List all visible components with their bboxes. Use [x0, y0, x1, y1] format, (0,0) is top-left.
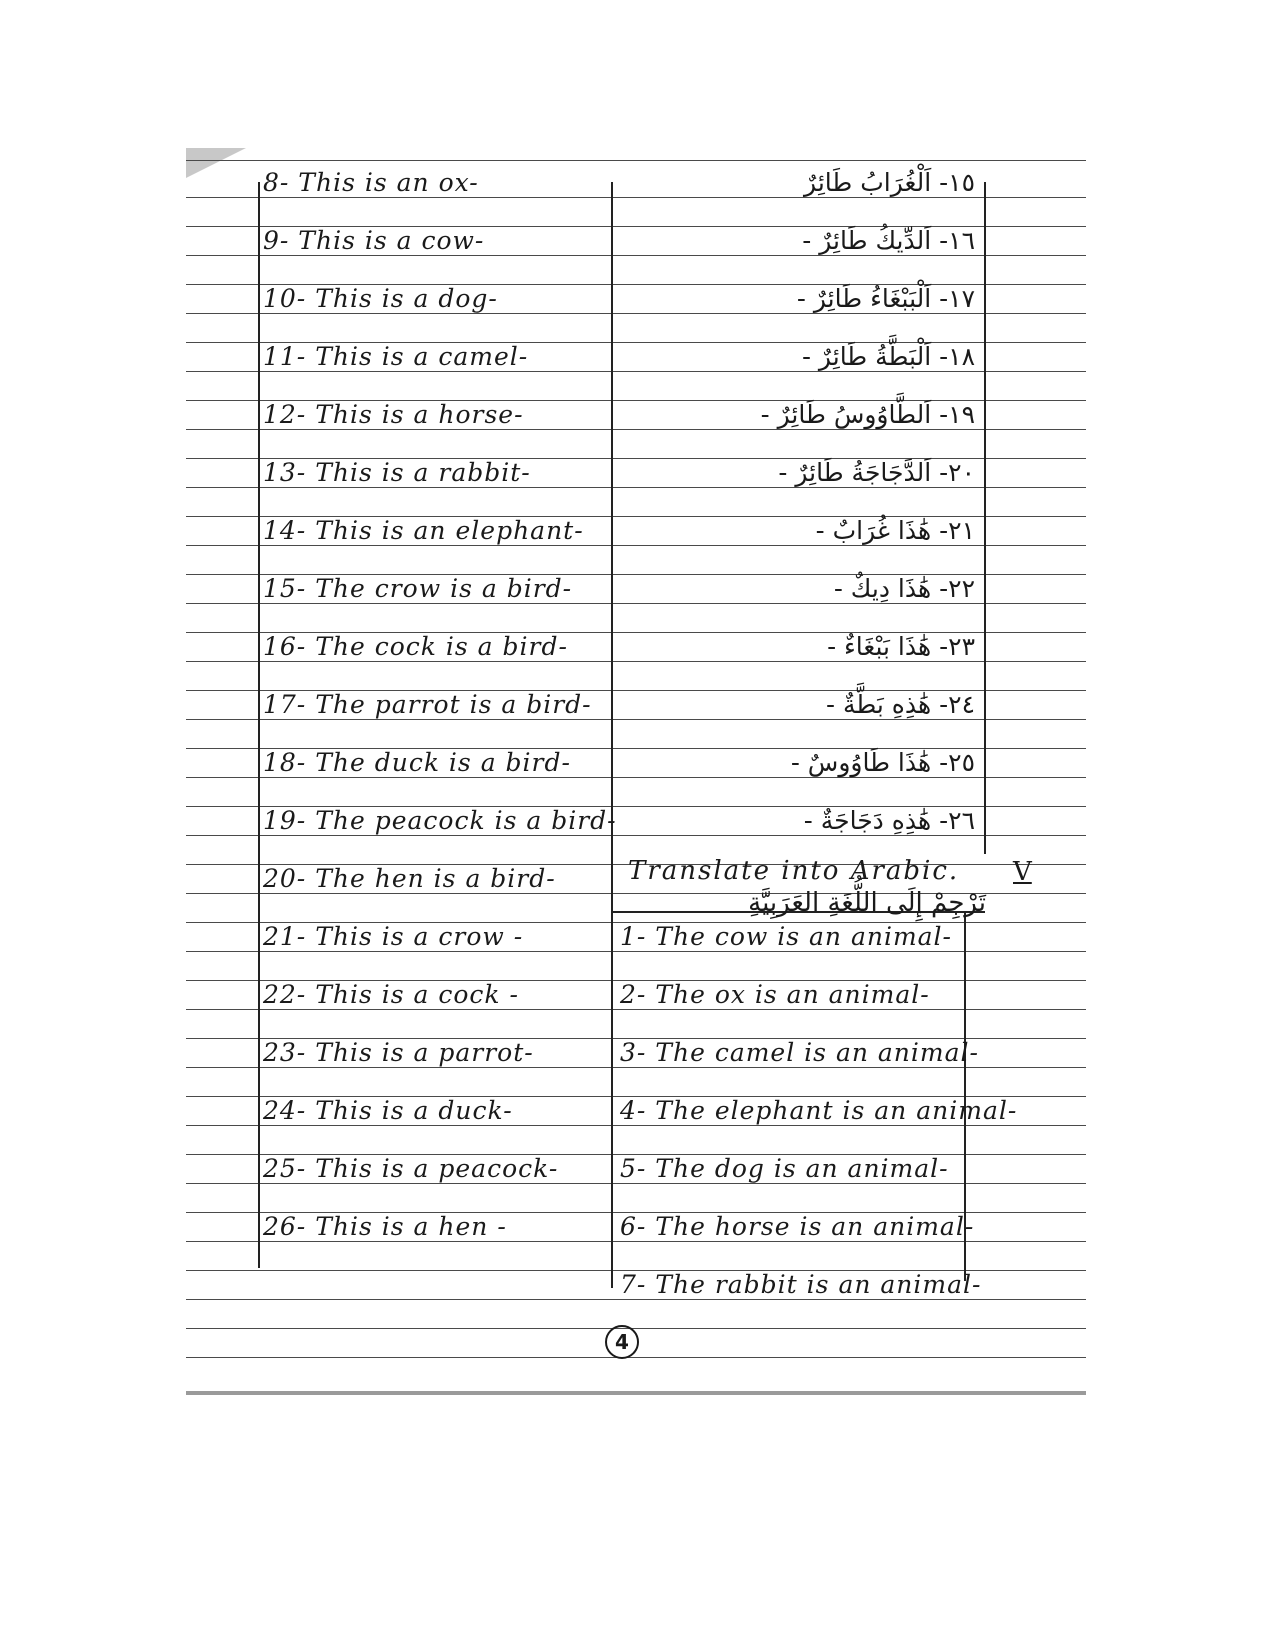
page-number: 4: [605, 1325, 639, 1359]
ruled-line: [186, 951, 1086, 952]
ruled-line: [186, 661, 1086, 662]
ruled-line: [186, 160, 1086, 161]
ruled-line: [186, 1009, 1086, 1010]
ruled-line: [186, 197, 1086, 198]
exercise-item: 1- The cow is an animal-: [620, 922, 952, 951]
list-item: 16- The cock is a bird-: [263, 632, 568, 661]
ruled-line: [186, 1328, 1086, 1329]
list-item: 26- This is a hen -: [263, 1212, 507, 1241]
list-item: 9- This is a cow-: [263, 226, 485, 255]
list-item: 18- The duck is a bird-: [263, 748, 571, 777]
exercise-item: 7- The rabbit is an animal-: [620, 1270, 982, 1299]
ruled-line: [186, 1125, 1086, 1126]
section-instruction-arabic: تَرْجِمْ إِلَى اللُّغَةِ العَرَبِيَّةِ: [748, 888, 986, 918]
list-item: 17- The parrot is a bird-: [263, 690, 592, 719]
exercise-item: 4- The elephant is an animal-: [620, 1096, 1018, 1125]
exercise-item: 5- The dog is an animal-: [620, 1154, 949, 1183]
list-item: 24- This is a duck-: [263, 1096, 513, 1125]
arabic-item: ٢٤- هَٰذِهِ بَطَّةٌ -: [825, 690, 975, 719]
arabic-item: ٢٠- اَلدَّجَاجَةُ طَائِرٌ -: [778, 458, 975, 487]
list-item: 8- This is an ox-: [263, 168, 479, 197]
arabic-item: ١٥- اَلْغُرَابُ طَائِرٌ: [804, 168, 975, 197]
page-bottom-edge: [186, 1391, 1086, 1395]
arabic-item: ١٨- اَلْبَطَّةُ طَائِرٌ -: [801, 342, 975, 371]
ruled-line: [186, 719, 1086, 720]
arabic-item: ٢٥- هَٰذَا طَاوُوسٌ -: [790, 748, 975, 777]
ruled-line: [186, 545, 1086, 546]
list-item: 22- This is a cock -: [263, 980, 519, 1009]
ruled-line: [186, 603, 1086, 604]
ruled-line: [186, 835, 1086, 836]
list-item: 11- This is a camel-: [263, 342, 529, 371]
list-item: 12- This is a horse-: [263, 400, 524, 429]
list-item: 21- This is a crow -: [263, 922, 524, 951]
list-item: 23- This is a parrot-: [263, 1038, 534, 1067]
ruled-line: [186, 1241, 1086, 1242]
ruled-line: [186, 371, 1086, 372]
ruled-line: [186, 487, 1086, 488]
page-corner-fold: [186, 148, 246, 178]
ruled-line: [186, 429, 1086, 430]
exercise-item: 6- The horse is an animal-: [620, 1212, 975, 1241]
arabic-item: ٢٣- هَٰذَا بَبْغَاءٌ -: [827, 632, 975, 661]
section-number: V: [1013, 857, 1032, 887]
ruled-line: [186, 1067, 1086, 1068]
exercise-item: 2- The ox is an animal-: [620, 980, 930, 1009]
ruled-line: [186, 255, 1086, 256]
right-column-line: [984, 182, 986, 854]
arabic-item: ١٧- اَلْبَبْغَاءُ طَائِرٌ -: [796, 284, 975, 313]
list-item: 14- This is an elephant-: [263, 516, 584, 545]
list-item: 15- The crow is a bird-: [263, 574, 573, 603]
ruled-line: [186, 777, 1086, 778]
arabic-item: ٢١- هَٰذَا غُرَابٌ -: [815, 516, 975, 545]
section-instruction-english: Translate into Arabic.: [628, 856, 960, 886]
arabic-item: ١٦- اَلدِّيكُ طَائِرٌ -: [802, 226, 975, 255]
list-item: 20- The hen is a bird-: [263, 864, 556, 893]
center-column-line: [611, 182, 613, 1288]
exercise-item: 3- The camel is an animal-: [620, 1038, 979, 1067]
arabic-item: ٢٦- هَٰذِهِ دَجَاجَةٌ -: [803, 806, 975, 835]
list-item: 19- The peacock is a bird-: [263, 806, 617, 835]
ruled-line: [186, 1299, 1086, 1300]
ruled-line: [186, 313, 1086, 314]
list-item: 25- This is a peacock-: [263, 1154, 559, 1183]
list-item: 13- This is a rabbit-: [263, 458, 531, 487]
ruled-line: [186, 1183, 1086, 1184]
arabic-item: ٢٢- هَٰذَا دِيكٌ -: [833, 574, 975, 603]
list-item: 10- This is a dog-: [263, 284, 498, 313]
left-margin-line: [258, 182, 260, 1268]
arabic-item: ١٩- اَلطَّاوُوسُ طَائِرٌ -: [760, 400, 975, 429]
ruled-line: [186, 1357, 1086, 1358]
